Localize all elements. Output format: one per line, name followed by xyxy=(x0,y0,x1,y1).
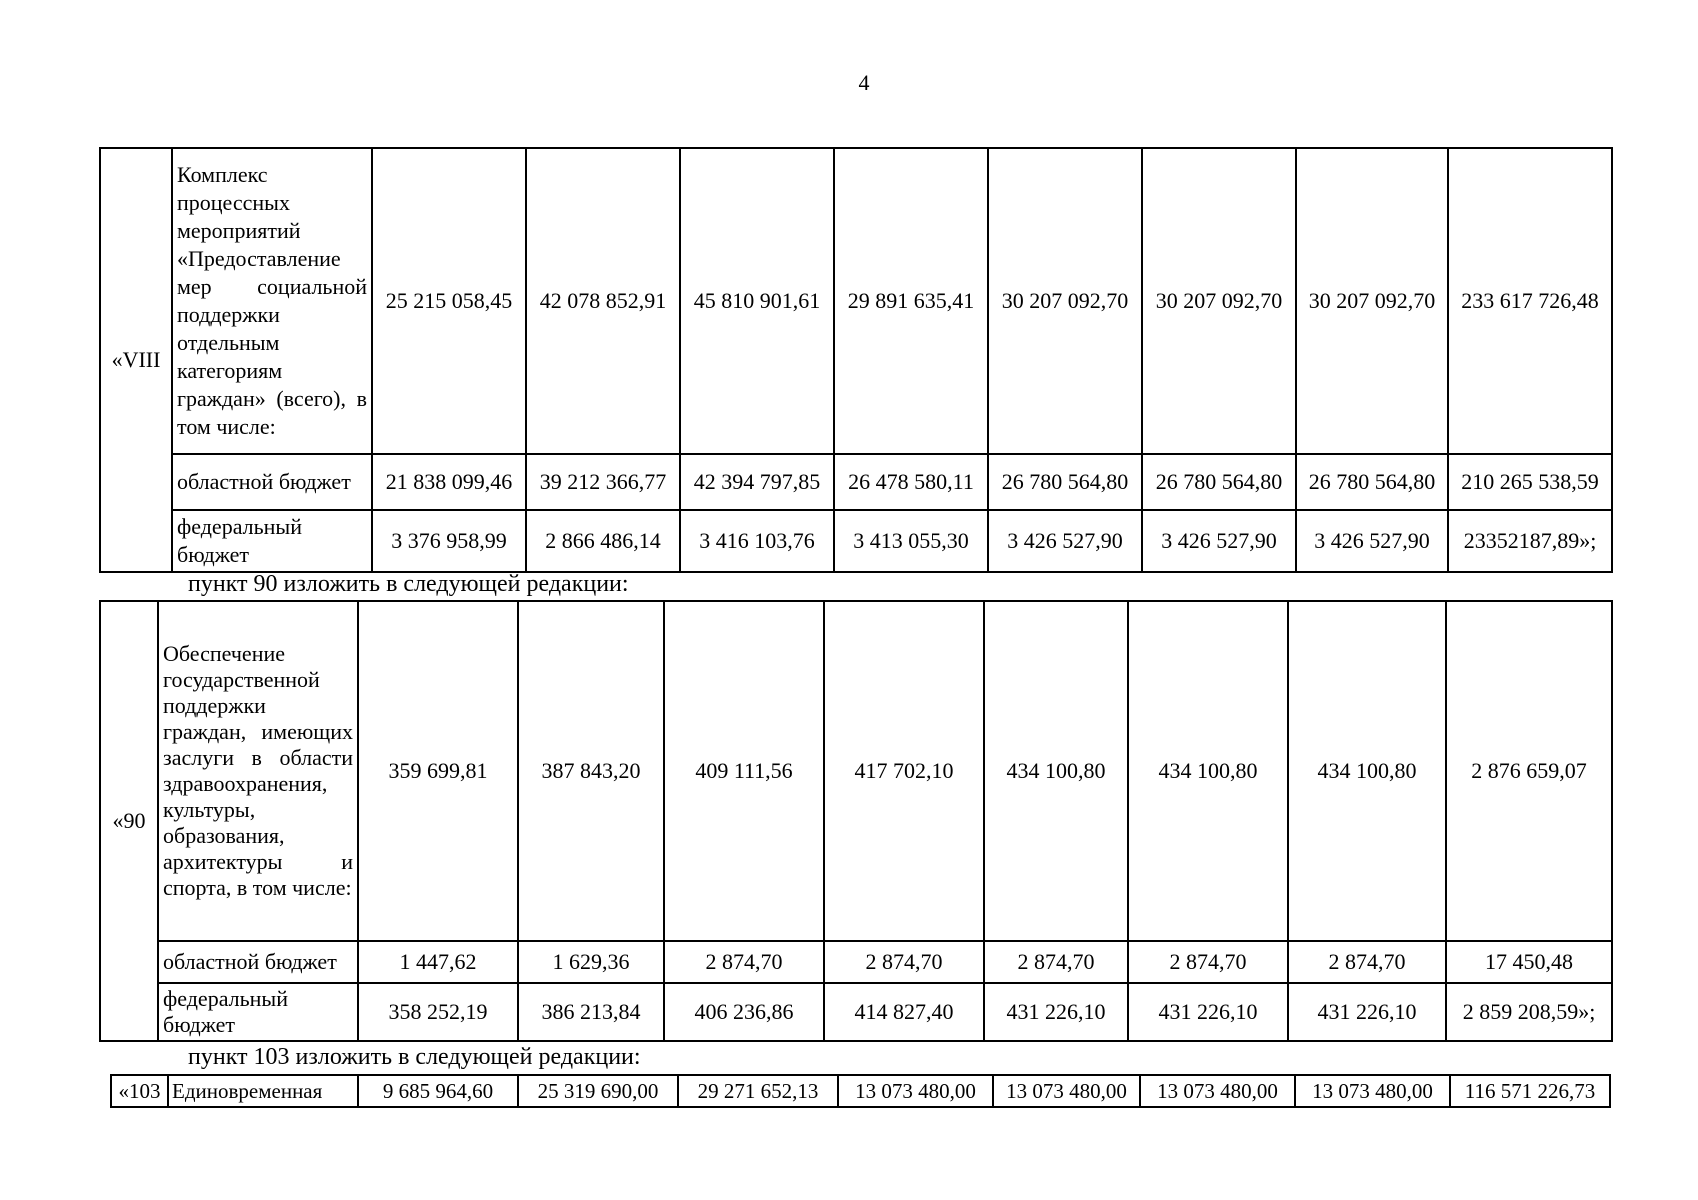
row-code: «90 xyxy=(100,601,158,1041)
table-row xyxy=(100,510,1612,572)
value-cell: 2 874,70 xyxy=(1128,941,1288,983)
value-cell: 30 207 092,70 xyxy=(1296,148,1448,454)
value-cell: 1 447,62 xyxy=(358,941,518,983)
paragraph-point-103: пункт 103 изложить в следующей редакции: xyxy=(188,1044,641,1070)
value-cell: 434 100,80 xyxy=(984,601,1128,941)
page-number: 4 xyxy=(858,70,870,95)
value-cell: 359 699,81 xyxy=(358,601,518,941)
table-point-103 xyxy=(110,1074,1611,1108)
value-cell: 2 866 486,14 xyxy=(526,510,680,572)
value-cell: 210 265 538,59 xyxy=(1448,454,1612,510)
value-cell: 25 319 690,00 xyxy=(518,1075,678,1107)
value-cell: 434 100,80 xyxy=(1288,601,1446,941)
table-row xyxy=(100,983,1612,1041)
value-cell: 2 859 208,59»; xyxy=(1446,983,1612,1041)
row-code: «VIII xyxy=(100,148,172,572)
value-cell: 358 252,19 xyxy=(358,983,518,1041)
row-label: Единовременная xyxy=(168,1075,358,1107)
value-cell: 417 702,10 xyxy=(824,601,984,941)
value-cell: 1 629,36 xyxy=(518,941,664,983)
value-cell: 26 780 564,80 xyxy=(988,454,1142,510)
value-cell: 2 874,70 xyxy=(984,941,1128,983)
value-cell: 2 876 659,07 xyxy=(1446,601,1612,941)
value-cell: 26 780 564,80 xyxy=(1296,454,1448,510)
table-row xyxy=(100,148,1612,454)
row-code: «103 xyxy=(111,1075,168,1107)
value-cell: 387 843,20 xyxy=(518,601,664,941)
table-section-viii xyxy=(99,147,1613,573)
value-cell: 414 827,40 xyxy=(824,983,984,1041)
table-row xyxy=(100,454,1612,510)
value-cell: 21 838 099,46 xyxy=(372,454,526,510)
row-label: федеральный бюджет xyxy=(172,510,372,572)
value-cell: 3 426 527,90 xyxy=(1296,510,1448,572)
value-cell: 13 073 480,00 xyxy=(993,1075,1140,1107)
value-cell: 2 874,70 xyxy=(664,941,824,983)
value-cell: 9 685 964,60 xyxy=(358,1075,518,1107)
value-cell: 434 100,80 xyxy=(1128,601,1288,941)
value-cell: 23352187,89»; xyxy=(1448,510,1612,572)
table-point-90 xyxy=(99,600,1613,1042)
value-cell: 116 571 226,73 xyxy=(1450,1075,1610,1107)
value-cell: 406 236,86 xyxy=(664,983,824,1041)
value-cell: 3 413 055,30 xyxy=(834,510,988,572)
value-cell: 3 426 527,90 xyxy=(988,510,1142,572)
row-label: областной бюджет xyxy=(172,454,372,510)
value-cell: 29 891 635,41 xyxy=(834,148,988,454)
row-label: федеральный бюджет xyxy=(158,983,358,1041)
value-cell: 13 073 480,00 xyxy=(1295,1075,1450,1107)
value-cell: 2 874,70 xyxy=(824,941,984,983)
value-cell: 42 394 797,85 xyxy=(680,454,834,510)
value-cell: 409 111,56 xyxy=(664,601,824,941)
value-cell: 39 212 366,77 xyxy=(526,454,680,510)
table-row xyxy=(100,941,1612,983)
table-row xyxy=(100,601,1612,941)
value-cell: 431 226,10 xyxy=(1288,983,1446,1041)
value-cell: 3 426 527,90 xyxy=(1142,510,1296,572)
paragraph-point-90: пункт 90 изложить в следующей редакции: xyxy=(188,571,629,597)
value-cell: 26 478 580,11 xyxy=(834,454,988,510)
value-cell: 29 271 652,13 xyxy=(678,1075,838,1107)
value-cell: 2 874,70 xyxy=(1288,941,1446,983)
value-cell: 13 073 480,00 xyxy=(838,1075,993,1107)
row-label: областной бюджет xyxy=(158,941,358,983)
value-cell: 17 450,48 xyxy=(1446,941,1612,983)
value-cell: 431 226,10 xyxy=(984,983,1128,1041)
value-cell: 25 215 058,45 xyxy=(372,148,526,454)
row-label: Комплекс процессных мероприятий «Предоставление мер социальной поддержки отдельным категориям граждан» (всего), в том числе: xyxy=(172,148,372,454)
value-cell: 386 213,84 xyxy=(518,983,664,1041)
value-cell: 30 207 092,70 xyxy=(988,148,1142,454)
value-cell: 45 810 901,61 xyxy=(680,148,834,454)
value-cell: 3 416 103,76 xyxy=(680,510,834,572)
value-cell: 13 073 480,00 xyxy=(1140,1075,1295,1107)
value-cell: 3 376 958,99 xyxy=(372,510,526,572)
value-cell: 26 780 564,80 xyxy=(1142,454,1296,510)
value-cell: 30 207 092,70 xyxy=(1142,148,1296,454)
table-row xyxy=(111,1075,1610,1107)
value-cell: 42 078 852,91 xyxy=(526,148,680,454)
row-label: Обеспечение государственной поддержки граждан, имеющих заслуги в области здравоохранения, культуры, образования, архитектуры и спорта, в том числе: xyxy=(158,601,358,941)
value-cell: 233 617 726,48 xyxy=(1448,148,1612,454)
value-cell: 431 226,10 xyxy=(1128,983,1288,1041)
